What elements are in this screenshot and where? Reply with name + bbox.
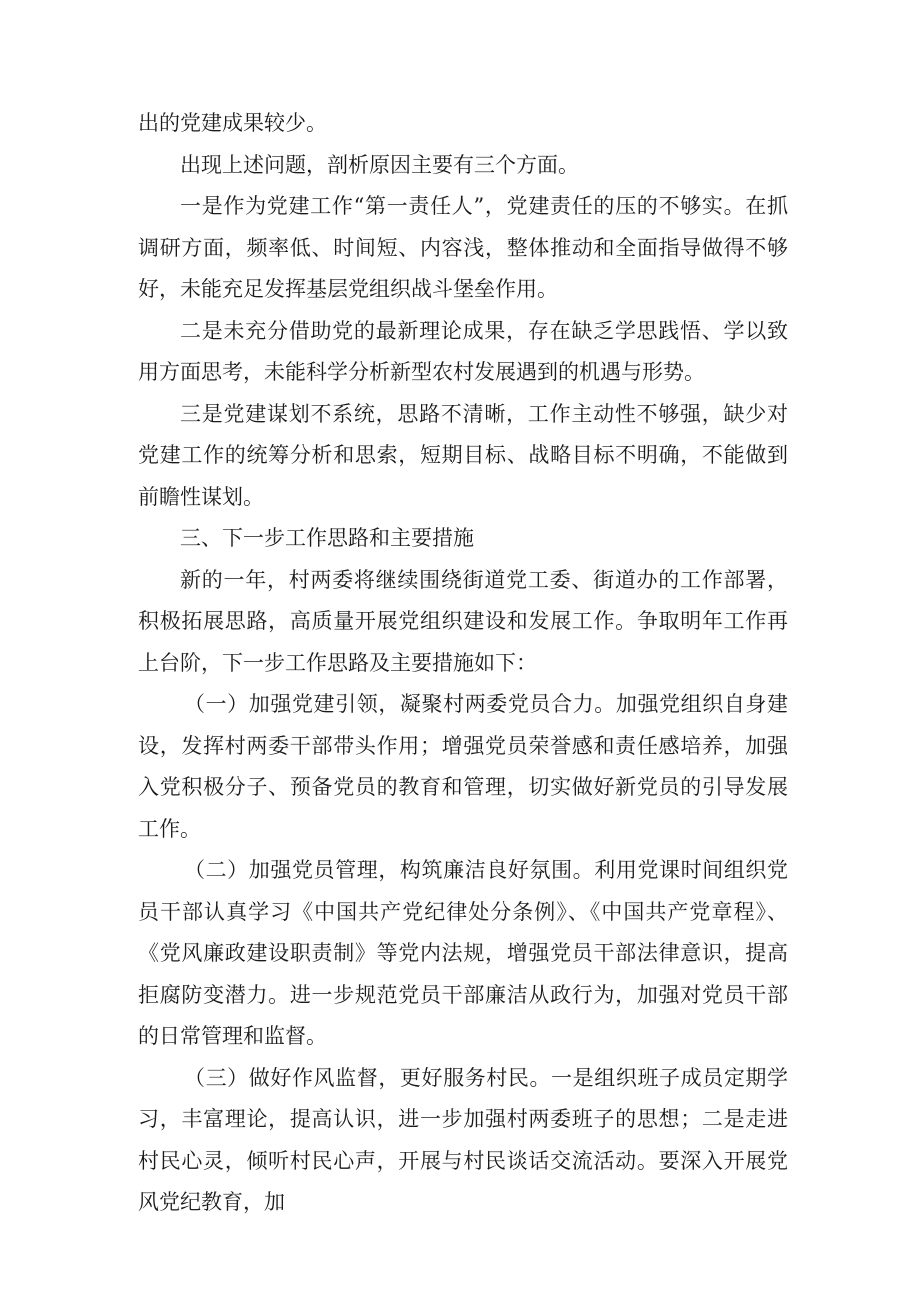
paragraph-2: 出现上述问题，剖析原因主要有三个方面。 — [180, 152, 579, 177]
paragraph-9: （二）加强党员管理，构筑廉洁良好氛围。利用党课时间组织党员干部认真学习《中国共产党纪律处分条例》、《中国共产党章程》、《党风廉政建设职责制》等党内法规，增强党员干部法律意识，提高拒腐防变潜力。进一步规范党员干部廉洁从政行为，加强对党员干部的日常管理和监督。 — [138, 858, 788, 1048]
paragraph-5: 三是党建谋划不系统，思路不清晰，工作主动性不够强，缺少对党建工作的统筹分析和思索，短期目标、战略目标不明确，不能做到前瞻性谋划。 — [138, 401, 788, 509]
document-body — [138, 103, 788, 1224]
paragraph-7: 新的一年，村两委将继续围绕街道党工委、街道办的工作部署，积极拓展思路，高质量开展党组织建设和发展工作。争取明年工作再上台阶，下一步工作思路及主要措施如下： — [138, 567, 788, 675]
paragraph-4: 二是未充分借助党的最新理论成果，存在缺乏学思践悟、学以致用方面思考，未能科学分析新型农村发展遇到的机遇与形势。 — [138, 318, 788, 384]
paragraph-8: （一）加强党建引领，凝聚村两委党员合力。加强党组织自身建设，发挥村两委干部带头作用；增强党员荣誉感和责任感培养，加强入党积极分子、预备党员的教育和管理，切实做好新党员的引导发展工作。 — [138, 692, 788, 841]
paragraph-1: 出的党建成果较少。 — [138, 111, 327, 135]
paragraph-10: （三）做好作风监督，更好服务村民。一是组织班子成员定期学习，丰富理论，提高认识，进一步加强村两委班子的思想；二是走进村民心灵，倾听村民心声，开展与村民谈话交流活动。要深入开展党风党纪教育，加 — [138, 1065, 788, 1214]
paragraph-3: 一是作为党建工作“第一责任人”，党建责任的压的不够实。在抓调研方面，频率低、时间短、内容浅，整体推动和全面指导做得不够好，未能充足发挥基层党组织战斗堡垒作用。 — [138, 194, 788, 301]
section-heading: 三、下一步工作思路和主要措施 — [180, 526, 474, 550]
